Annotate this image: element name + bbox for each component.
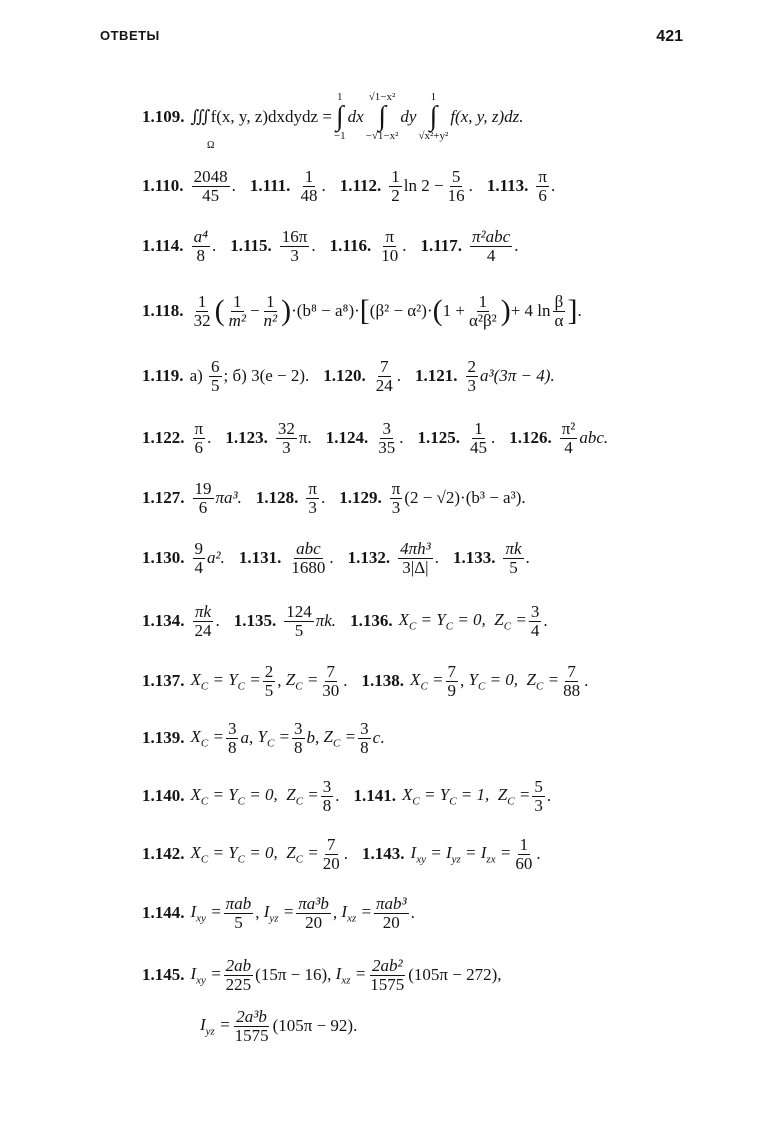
answer-number: 1.130. [142,548,185,568]
fraction: $\frac{19}{6}$ [194,479,212,517]
fraction: $\frac{2048}{45}$ [193,167,228,205]
answer-number: 1.141. [353,786,397,806]
running-header: ОТВЕТЫ [100,28,160,43]
fraction: $\frac{1}{\text{m²}}$ [228,292,246,330]
fraction: $\frac{\pi k}{5}$ [505,539,522,577]
fraction: $\frac{1}{2}$ [391,167,400,205]
answer-number: 1.139. [142,728,185,748]
fraction: $\frac{7}{9}$ [447,662,457,700]
answer-number: 1.126. [509,428,552,448]
fraction: $\frac{\beta}{\alpha}$ [554,292,564,330]
answer-number: 1.111. [249,176,291,196]
fraction: $\frac{32}{3}$ [277,419,295,457]
fraction: $\frac{5}{3}$ [534,777,543,815]
fraction: $\frac{\text{2a³b}}{1575}$ [234,1007,269,1045]
answer-number: 1.143. [362,844,405,864]
answer-number: 1.116. [329,236,372,256]
fraction: $\frac{\text{2ab²}}{1575}$ [370,956,405,994]
fraction: $\frac{\text{a⁴}}{8}$ [193,227,208,265]
answer-1-109: 1.109. ∭f(x, y, z)dxdydz = 1 ∫ −1 dx √1−x² ∫ −√1−x² dy 1 ∫ √x²+y² f(x, y, z)dz. [142,91,524,142]
answer-number: 1.136. [350,611,393,631]
fraction: $\frac{\pi}{3}$ [308,479,317,517]
answer-number: 1.132. [347,548,391,568]
fraction: $\frac{\text{πa³b}}{20}$ [298,894,329,932]
answer-number: 1.115. [230,236,272,256]
fraction: $\frac{7}{24}$ [375,357,393,395]
answer-number: 1.133. [452,548,496,568]
answer-number: 1.118. [142,301,184,321]
answer-1-144: 1.144. $I_{xy}$ = $\frac{\text{πab}}{5}$ , $I_{yz}$ = $\frac{\text{πa³b}}{20}$ , $I_{xz}$ = $\frac{\text{πab³}}{20}$ . [142,894,415,932]
answer-1-118: 1.118. $\frac{1}{32}$ ( $\frac{1}{\text{m²}}$ − $\frac{1}{\text{n²}}$ ) ·(b⁸ − a⁸)· [ (β² − α²)· ( 1 + $\frac{1}{\text{α²β²}}$ ) + 4 ln $\frac{\beta}{\alpha}$ ] . [142,292,582,330]
fraction: $\frac{\text{abc}}{1680}$ [291,539,326,577]
fraction: $\frac{1}{60}$ [515,835,533,873]
fraction: $\frac{124}{5}$ [286,602,312,640]
fraction: $\frac{\pi}{10}$ [381,227,399,265]
answer-1-139: 1.139. $X_C$ = $\frac{3}{8}$ a , $Y_C$ = $\frac{3}{8}$ b , $Z_C$ = $\frac{3}{8}$ c . [142,719,385,757]
answer-line-1-142: 1.142. $X_C = Y_C = 0$, $Z_C$ = $\frac{7}{20}$ . 1.143. $I_{xy} = I_{yz} = I_{zx}$ = $\frac{1}{60}$ . [142,835,541,873]
answer-number: 1.138. [361,671,405,691]
answer-number: 1.145. [142,965,185,985]
answer-number: 1.128. [255,488,299,508]
fraction: $\frac{2}{3}$ [467,357,477,395]
fraction: $\frac{16\pi}{3}$ [281,227,308,265]
answer-number: 1.123. [225,428,268,448]
answer-number: 1.122. [142,428,185,448]
integral-dz: 1 ∫ √x²+y² [418,91,449,142]
fraction: $\frac{3}{8}$ [294,719,303,757]
answer-line-1-140: 1.140. $X_C = Y_C = 0$, $Z_C$ = $\frac{3}{8}$ . 1.141. $X_C = Y_C = 1$, $Z_C$ = $\frac{5}{3}$ . [142,777,552,815]
fraction: $\frac{3}{8}$ [227,719,237,757]
answer-number: 1.121. [415,366,458,386]
fraction: $\frac{3}{4}$ [530,602,540,640]
triple-integral: ∭f(x, y, z)dxdydz = [190,107,332,126]
fraction: $\frac{\text{πab³}}{20}$ [375,894,407,932]
answer-number: 1.140. [142,786,185,806]
answer-1-145: 1.145. $I_{xy}$ = $\frac{2ab}{225}$ (15π − 16), $I_{xz}$ = $\frac{\text{2ab²}}{1575}$ (105π − 272), [142,956,502,994]
answer-number: 1.129. [339,488,382,508]
fraction: $\frac{6}{5}$ [211,357,220,395]
fraction: $\frac{3}{8}$ [360,719,369,757]
answer-number: 1.127. [142,488,185,508]
answer-number: 1.120. [323,366,366,386]
answer-line-1-134: 1.134. $\frac{\pi k}{24}$ . 1.135. $\frac{124}{5}$ πk. 1.136. $X_C = Y_C = 0$, $Z_C$ = $\frac{3}{4}$ . [142,602,548,640]
fraction: $\frac{1}{\text{n²}}$ [263,292,278,330]
fraction: $\frac{1}{45}$ [469,419,487,457]
fraction: $\frac{5}{16}$ [447,167,465,205]
answer-1-145-cont: $I_{yz}$ = $\frac{\text{2a³b}}{1575}$ (105π − 92). [200,1007,358,1045]
answer-number: 1.112. [339,176,382,196]
answer-line-1-122: 1.122. $\frac{\pi}{6}$ . 1.123. $\frac{32}{3}$ π. 1.124. $\frac{3}{35}$ . 1.125. $\frac{1}{45}$ . 1.126. $\frac{\text{π²}}{4}$ abc. [142,419,609,457]
answer-line-1-137: 1.137. $X_C = Y_C$ = $\frac{2}{5}$ , $Z_C$ = $\frac{7}{30}$ . 1.138. $X_C$ = $\frac{7}{9}$ , $Y_C = 0$, $Z_C$ = $\frac{7}{88}$ . [142,662,589,700]
fraction: $\frac{2}{5}$ [264,662,274,700]
fraction: $\frac{3}{35}$ [378,419,396,457]
answer-number: 1.137. [142,671,185,691]
fraction: $\frac{1}{\text{α²β²}}$ [468,292,497,330]
answer-line-1-110: 1.110. $\frac{2048}{45}$ . 1.111. $\frac{1}{48}$ . 1.112. $\frac{1}{2}$ ln 2 − $\frac{5}{16}$ . 1.113. $\frac{\pi}{6}$ . [142,167,556,205]
answer-number: 1.109. [142,107,185,126]
fraction: $\frac{\text{πab}}{5}$ [225,894,252,932]
answer-line-1-119: 1.119. а) $\frac{6}{5}$ ; б) 3(e − 2). 1.120. $\frac{7}{24}$ . 1.121. $\frac{2}{3}$ a³(3π − 4). [142,357,555,395]
integral-dx: 1 ∫ −1 [333,91,346,142]
answer-number: 1.114. [142,236,184,256]
fraction: $\frac{7}{88}$ [563,662,581,700]
answer-number: 1.124. [325,428,369,448]
page-number: 421 [656,28,683,45]
fraction: $\frac{\text{π²}}{4}$ [561,419,576,457]
fraction: $\frac{\pi}{6}$ [538,167,547,205]
fraction: $\frac{\text{π²abc}}{4}$ [472,227,511,265]
fraction: $\frac{\text{4πh³}}{3|\Delta|}$ [400,539,431,577]
answer-number: 1.113. [486,176,529,196]
answer-number: 1.134. [142,611,185,631]
answer-number: 1.142. [142,844,185,864]
answer-number: 1.131. [238,548,282,568]
answer-number: 1.125. [417,428,460,448]
answer-number: 1.135. [233,611,277,631]
fraction: $\frac{1}{32}$ [193,292,211,330]
answer-number: 1.119. [142,366,184,386]
fraction: $\frac{2ab}{225}$ [225,956,252,994]
answer-line-1-114: 1.114. $\frac{\text{a⁴}}{8}$ . 1.115. $\frac{16\pi}{3}$ . 1.116. $\frac{\pi}{10}$ . 1.117. $\frac{\text{π²abc}}{4}$ . [142,227,519,265]
fraction: $\frac{7}{30}$ [322,662,340,700]
answer-number: 1.144. [142,903,185,923]
answer-number: 1.117. [420,236,463,256]
answer-line-1-127: 1.127. $\frac{19}{6}$ πa³. 1.128. $\frac{\pi}{3}$ . 1.129. $\frac{\pi}{3}$ (2 − √2)·(b³ − a³). [142,479,526,517]
fraction: $\frac{3}{8}$ [322,777,332,815]
answer-line-1-130: 1.130. $\frac{9}{4}$ a². 1.131. $\frac{\text{abc}}{1680}$ . 1.132. $\frac{\text{4πh³}}{3|\Delta|}$ . 1.133. $\frac{\pi k}{5}$ . [142,539,530,577]
fraction: $\frac{1}{48}$ [300,167,318,205]
fraction: $\frac{\pi}{6}$ [194,419,204,457]
integral-domain-label: Ω [207,140,215,151]
fraction: $\frac{\pi k}{24}$ [194,602,212,640]
answer-number: 1.110. [142,176,184,196]
fraction: $\frac{7}{20}$ [322,835,340,873]
fraction: $\frac{\pi}{3}$ [391,479,401,517]
fraction: $\frac{9}{4}$ [194,539,203,577]
integral-dy: √1−x² ∫ −√1−x² [365,91,399,142]
